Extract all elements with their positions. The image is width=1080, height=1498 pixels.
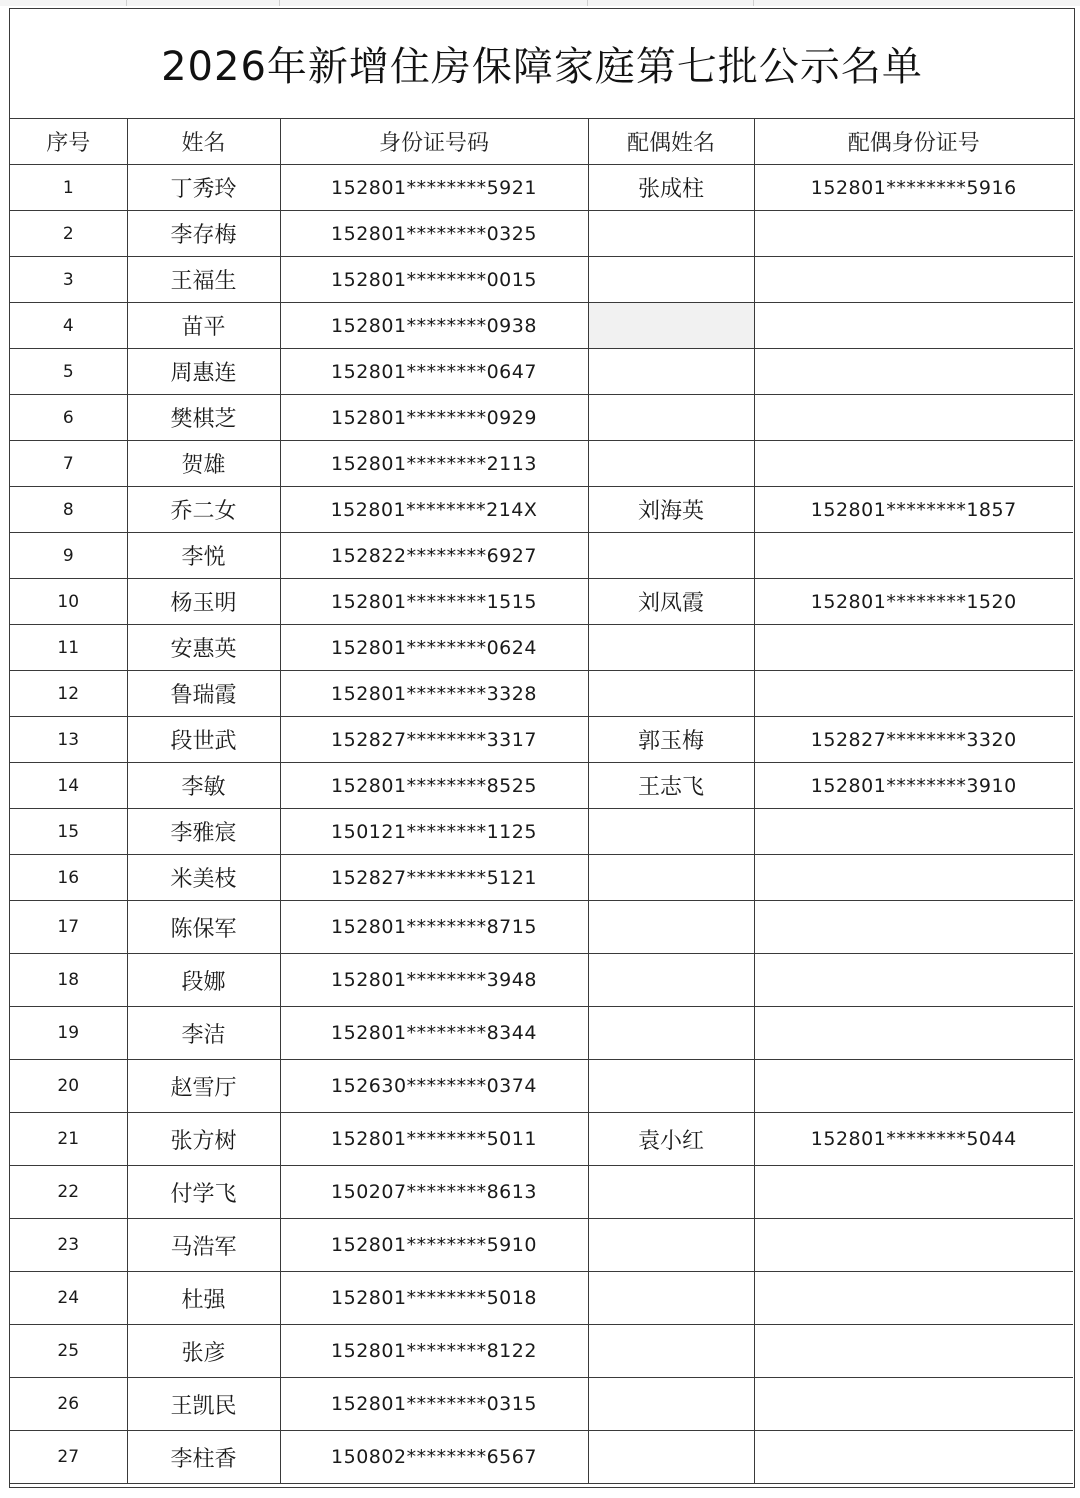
row-seq: 22 [10,1166,127,1219]
table-row [10,257,1073,303]
row-spouse-name: 袁小红 [588,1113,754,1166]
row-spouse-id [754,257,1073,303]
roster-table [10,119,1073,1484]
row-spouse-name [588,954,754,1007]
row-seq: 2 [10,211,127,257]
row-name: 米美枝 [127,855,280,901]
header-spouse-id: 配偶身份证号 [754,119,1073,165]
row-name: 周惠连 [127,349,280,395]
row-id-number: 152801********0938 [280,303,588,349]
row-name: 安惠英 [127,625,280,671]
table-row [10,1219,1073,1272]
row-name: 杨玉明 [127,579,280,625]
row-spouse-id [754,1378,1073,1431]
row-id-number: 152801********5011 [280,1113,588,1166]
row-name: 李柱香 [127,1431,280,1484]
row-spouse-id: 152801********5916 [754,165,1073,211]
table-row [10,809,1073,855]
row-id-number: 152801********8344 [280,1007,588,1060]
row-name: 李敏 [127,763,280,809]
table-row [10,1431,1073,1484]
row-name: 丁秀玲 [127,165,280,211]
table-row [10,901,1073,954]
row-spouse-name [588,349,754,395]
row-spouse-name [588,211,754,257]
row-name: 苗平 [127,303,280,349]
row-seq: 13 [10,717,127,763]
row-spouse-id [754,395,1073,441]
row-name: 李悦 [127,533,280,579]
row-id-number: 152801********3948 [280,954,588,1007]
table-row [10,625,1073,671]
row-seq: 6 [10,395,127,441]
row-name: 段娜 [127,954,280,1007]
row-seq: 23 [10,1219,127,1272]
row-id-number: 152801********8525 [280,763,588,809]
row-spouse-name [588,533,754,579]
row-spouse-id: 152827********3320 [754,717,1073,763]
row-seq: 1 [10,165,127,211]
row-id-number: 152801********0929 [280,395,588,441]
header-id: 身份证号码 [280,119,588,165]
table-row [10,395,1073,441]
table-row [10,533,1073,579]
row-spouse-id [754,1219,1073,1272]
spreadsheet-gridline-strip [0,0,1080,6]
row-id-number: 152801********8122 [280,1325,588,1378]
row-spouse-name [588,1325,754,1378]
table-row [10,165,1073,211]
table-row [10,1007,1073,1060]
row-id-number: 152630********0374 [280,1060,588,1113]
row-name: 鲁瑞霞 [127,671,280,717]
row-id-number: 150207********8613 [280,1166,588,1219]
row-name: 陈保军 [127,901,280,954]
row-id-number: 152801********5921 [280,165,588,211]
table-row [10,1325,1073,1378]
row-spouse-id: 152801********3910 [754,763,1073,809]
table-row [10,763,1073,809]
row-seq: 16 [10,855,127,901]
row-spouse-id [754,303,1073,349]
row-spouse-id: 152801********1520 [754,579,1073,625]
row-seq: 21 [10,1113,127,1166]
table-row [10,1166,1073,1219]
row-spouse-id [754,1325,1073,1378]
row-seq: 18 [10,954,127,1007]
table-row [10,441,1073,487]
row-spouse-name: 刘凤霞 [588,579,754,625]
row-spouse-id [754,901,1073,954]
row-name: 贺雄 [127,441,280,487]
row-spouse-name: 刘海英 [588,487,754,533]
row-name: 王凯民 [127,1378,280,1431]
table-row [10,211,1073,257]
row-spouse-name: 王志飞 [588,763,754,809]
row-seq: 11 [10,625,127,671]
row-spouse-name [588,1007,754,1060]
row-name: 马浩军 [127,1219,280,1272]
row-seq: 19 [10,1007,127,1060]
table-row [10,303,1073,349]
table-row [10,1113,1073,1166]
row-id-number: 152801********0647 [280,349,588,395]
row-seq: 24 [10,1272,127,1325]
row-id-number: 150802********6567 [280,1431,588,1484]
row-spouse-id: 152801********5044 [754,1113,1073,1166]
row-spouse-id [754,533,1073,579]
header-name: 姓名 [127,119,280,165]
row-id-number: 152801********0015 [280,257,588,303]
row-spouse-name [588,395,754,441]
row-name: 张方树 [127,1113,280,1166]
row-spouse-id [754,1272,1073,1325]
row-seq: 9 [10,533,127,579]
table-body [10,165,1073,1484]
row-spouse-id [754,349,1073,395]
row-spouse-name [588,671,754,717]
row-spouse-name [588,441,754,487]
row-id-number: 152801********5018 [280,1272,588,1325]
row-name: 乔二女 [127,487,280,533]
row-spouse-name [588,1378,754,1431]
row-id-number: 152801********0624 [280,625,588,671]
page-title: 2026年新增住房保障家庭第七批公示名单 [10,9,1074,119]
row-seq: 3 [10,257,127,303]
row-spouse-id [754,1007,1073,1060]
row-name: 李存梅 [127,211,280,257]
row-spouse-id [754,954,1073,1007]
row-name: 樊棋芝 [127,395,280,441]
row-spouse-id [754,211,1073,257]
row-seq: 8 [10,487,127,533]
row-spouse-name [588,303,754,349]
row-seq: 15 [10,809,127,855]
row-name: 李雅宸 [127,809,280,855]
row-id-number: 152801********1515 [280,579,588,625]
row-seq: 12 [10,671,127,717]
row-id-number: 152801********0325 [280,211,588,257]
row-spouse-name [588,1219,754,1272]
table-row [10,855,1073,901]
row-id-number: 152801********214X [280,487,588,533]
row-spouse-name: 郭玉梅 [588,717,754,763]
row-name: 段世武 [127,717,280,763]
row-seq: 20 [10,1060,127,1113]
row-spouse-id [754,625,1073,671]
table-row [10,349,1073,395]
table-row [10,671,1073,717]
row-seq: 14 [10,763,127,809]
row-spouse-id [754,809,1073,855]
row-seq: 7 [10,441,127,487]
row-id-number: 152801********0315 [280,1378,588,1431]
row-seq: 26 [10,1378,127,1431]
row-spouse-name [588,625,754,671]
row-name: 张彦 [127,1325,280,1378]
row-spouse-name [588,901,754,954]
row-spouse-name [588,809,754,855]
row-spouse-id [754,441,1073,487]
table-row [10,1378,1073,1431]
table-header-row [10,119,1073,165]
row-id-number: 152801********3328 [280,671,588,717]
row-spouse-id [754,855,1073,901]
row-id-number: 152801********5910 [280,1219,588,1272]
row-name: 李洁 [127,1007,280,1060]
row-name: 杜强 [127,1272,280,1325]
header-seq: 序号 [10,119,127,165]
row-id-number: 152822********6927 [280,533,588,579]
row-name: 赵雪厅 [127,1060,280,1113]
header-spouse-name: 配偶姓名 [588,119,754,165]
table-row [10,487,1073,533]
row-spouse-id [754,1060,1073,1113]
row-spouse-name [588,257,754,303]
row-spouse-name [588,1431,754,1484]
row-spouse-id [754,1166,1073,1219]
row-spouse-name [588,1060,754,1113]
row-spouse-id: 152801********1857 [754,487,1073,533]
roster-sheet [9,8,1075,1488]
row-spouse-name: 张成柱 [588,165,754,211]
row-name: 王福生 [127,257,280,303]
row-id-number: 150121********1125 [280,809,588,855]
row-seq: 25 [10,1325,127,1378]
table-row [10,954,1073,1007]
table-row [10,1060,1073,1113]
row-spouse-id [754,1431,1073,1484]
row-seq: 5 [10,349,127,395]
row-spouse-id [754,671,1073,717]
row-spouse-name [588,1272,754,1325]
row-seq: 27 [10,1431,127,1484]
row-seq: 4 [10,303,127,349]
row-seq: 10 [10,579,127,625]
row-name: 付学飞 [127,1166,280,1219]
table-row [10,579,1073,625]
row-id-number: 152827********5121 [280,855,588,901]
row-id-number: 152801********8715 [280,901,588,954]
row-id-number: 152801********2113 [280,441,588,487]
table-row [10,1272,1073,1325]
row-id-number: 152827********3317 [280,717,588,763]
row-spouse-name [588,855,754,901]
row-spouse-name [588,1166,754,1219]
table-row [10,717,1073,763]
row-seq: 17 [10,901,127,954]
